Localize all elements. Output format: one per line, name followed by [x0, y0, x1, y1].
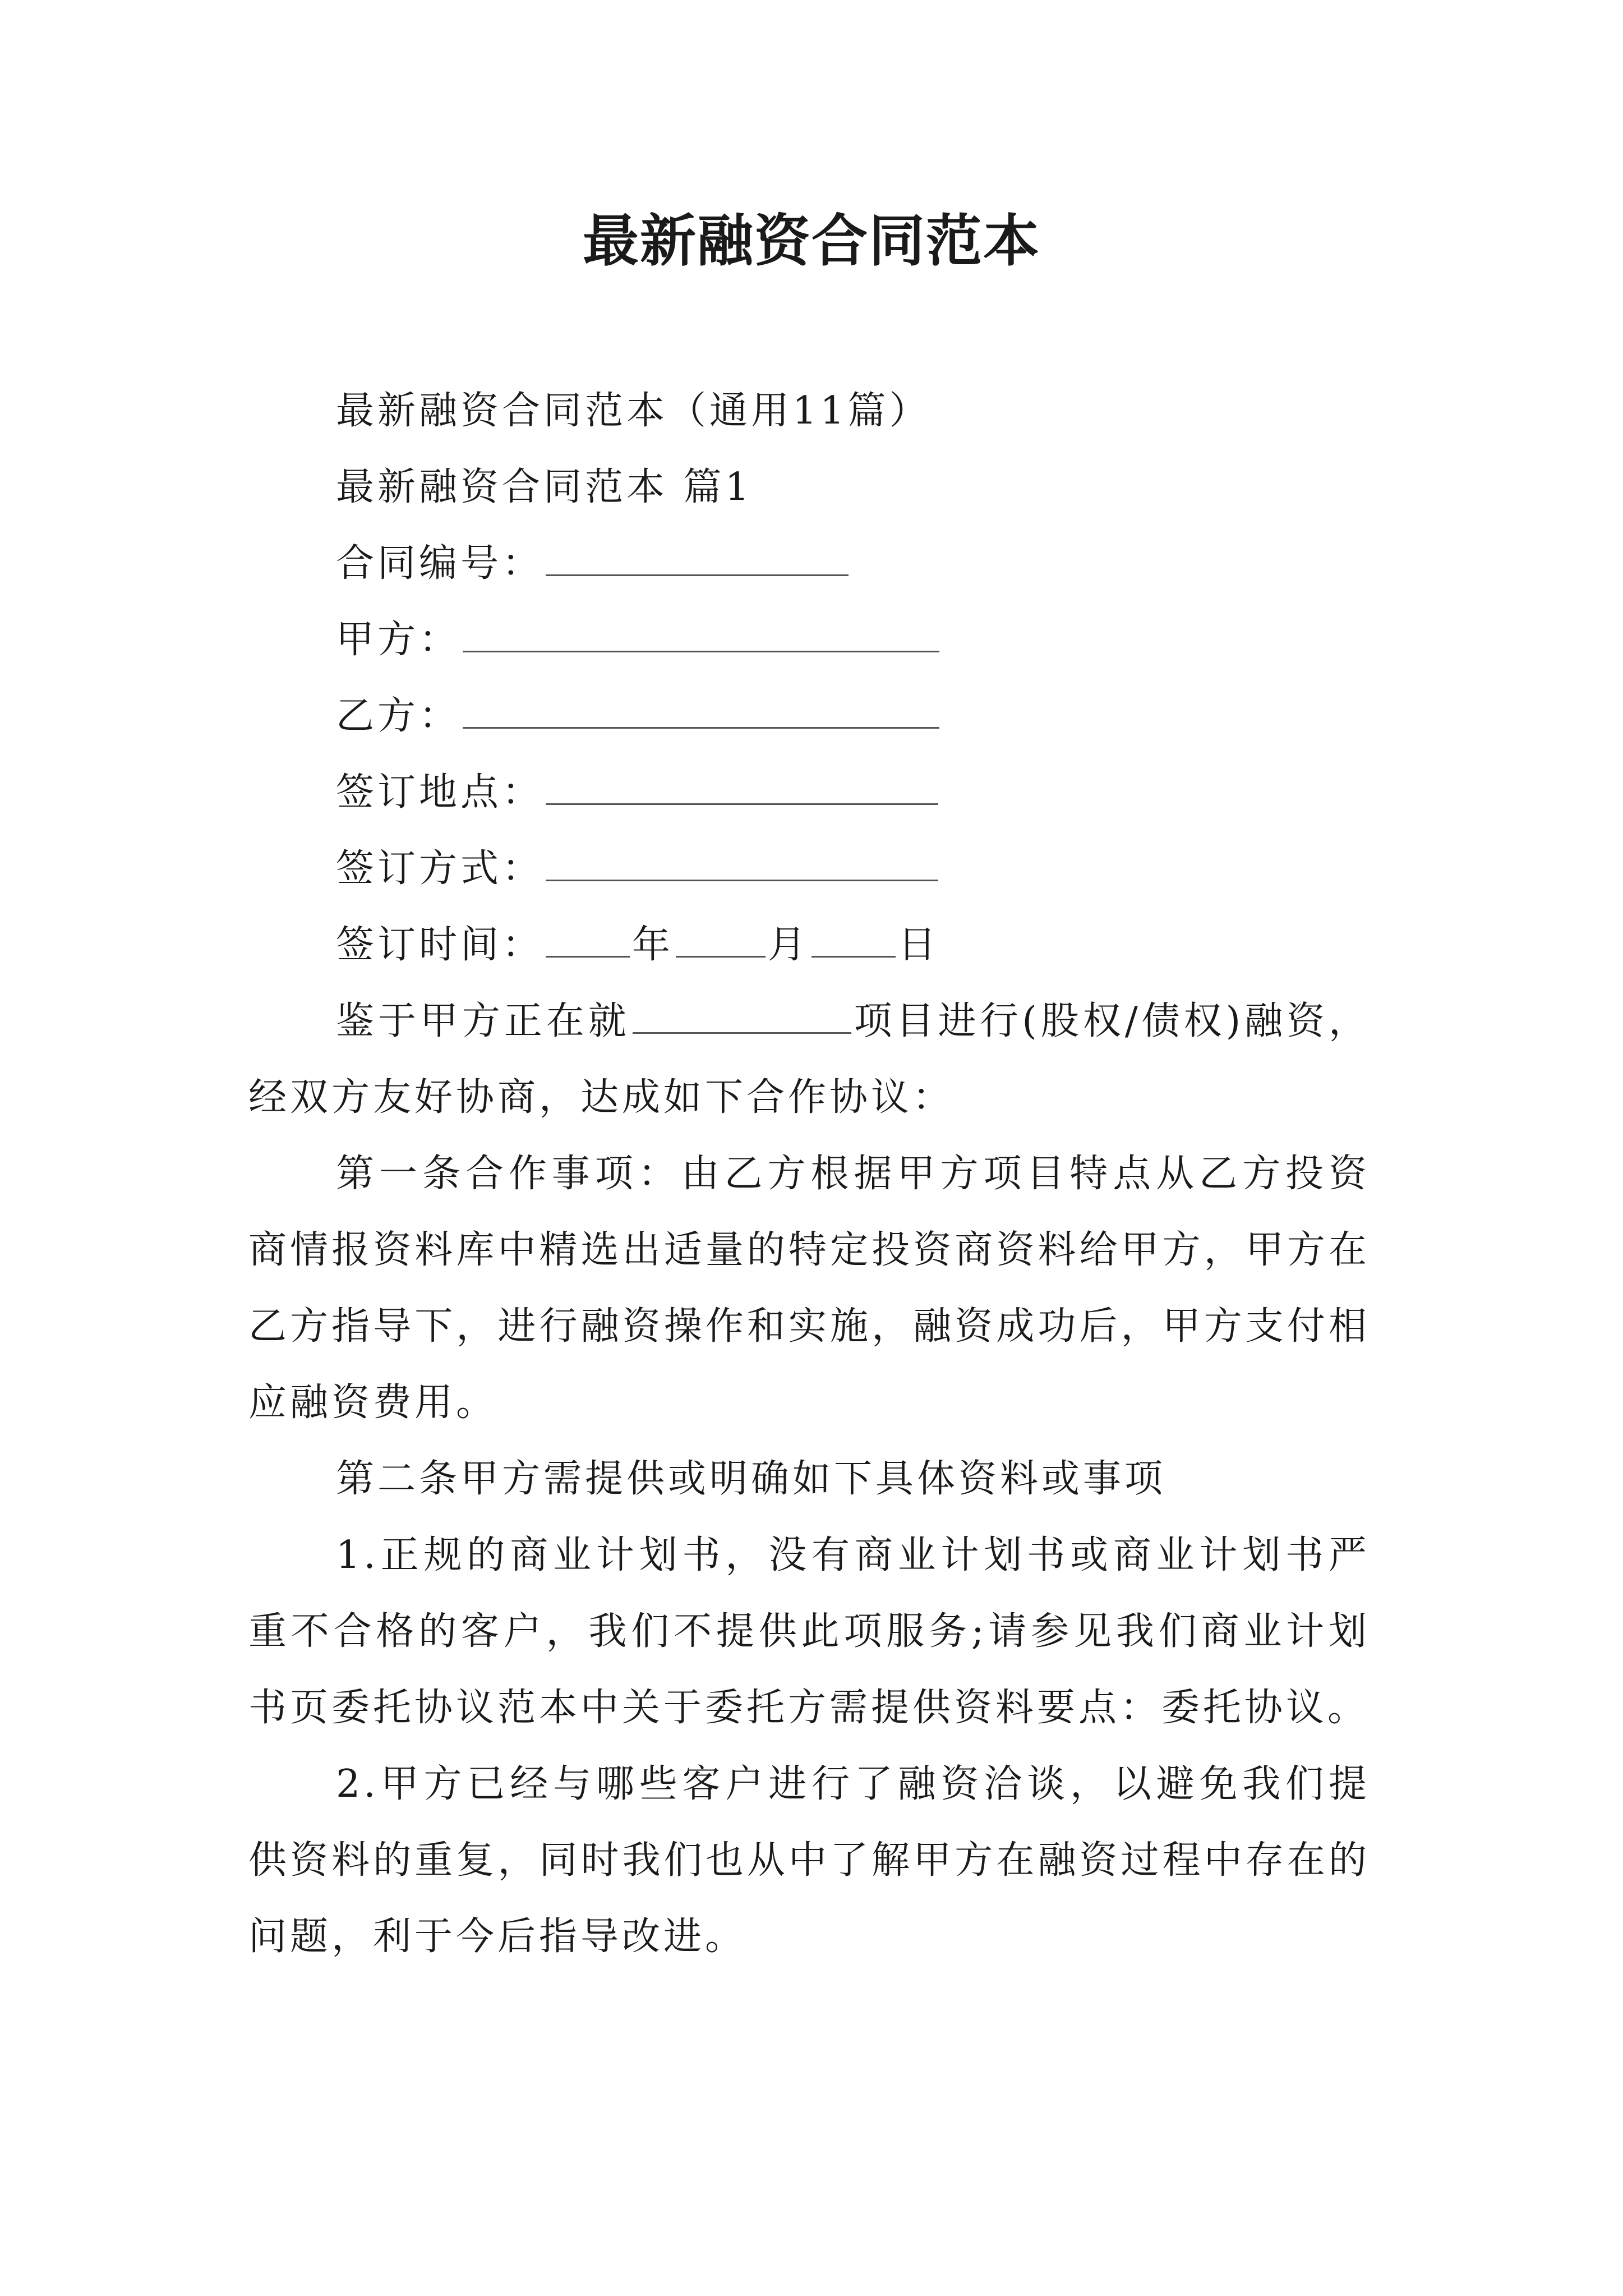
contract-number-row: [248, 526, 1370, 602]
sign-place-blank[interactable]: [546, 770, 938, 805]
intro-paragraph: [248, 983, 1370, 1136]
contract-number-blank[interactable]: [546, 541, 849, 576]
sign-time-row: [248, 907, 1370, 983]
section-heading: 最新融资合同范本 篇1: [336, 465, 753, 509]
document-subtitle: 最新融资合同范本（通用11篇）: [336, 389, 931, 433]
intro-part1: 鉴于甲方正在就: [336, 999, 630, 1043]
project-name-blank[interactable]: [633, 999, 851, 1034]
party-b-row: [248, 678, 1370, 754]
sign-method-blank[interactable]: [546, 846, 938, 881]
sign-time-label: 签订时间：: [336, 923, 544, 967]
clause-1: 第一条合作事项：由乙方根据甲方项目特点从乙方投资商情报资料库中精选出适量的特定投资商资料给甲方，甲方在乙方指导下，进行融资操作和实施，融资成功后，甲方支付相应融资费用。: [248, 1152, 1370, 1425]
year-label: 年: [632, 923, 674, 967]
party-a-label: 甲方：: [336, 618, 461, 662]
clause-2-item-1: 1.正规的商业计划书，没有商业计划书或商业计划书严重不合格的客户，我们不提供此项服务;请参见我们商业计划书页委托协议范本中关于委托方需提供资料要点：委托协议。: [248, 1533, 1370, 1730]
year-blank[interactable]: [546, 922, 630, 958]
month-blank[interactable]: [676, 922, 766, 958]
intro-part2: 项目进行(股权/债权)融资，经双方友好协商，达成如下合作协议：: [248, 999, 1370, 1120]
party-a-blank[interactable]: [463, 617, 939, 652]
party-b-blank[interactable]: [463, 693, 939, 729]
month-label: 月: [768, 923, 810, 967]
sign-method-row: [248, 831, 1370, 907]
sign-method-label: 签订方式：: [336, 846, 544, 891]
party-b-label: 乙方：: [336, 694, 461, 738]
sign-place-row: [248, 754, 1370, 831]
party-a-row: [248, 602, 1370, 678]
document-body: [248, 373, 1370, 1975]
day-label: 日: [898, 923, 940, 967]
clause-2-item-2: 2.甲方已经与哪些客户进行了融资洽谈，以避免我们提供资料的重复，同时我们也从中了解甲方在融资过程中存在的问题，利于今后指导改进。: [248, 1762, 1370, 1959]
contract-number-label: 合同编号：: [336, 541, 544, 586]
sign-place-label: 签订地点：: [336, 770, 544, 815]
clause-2: 第二条甲方需提供或明确如下具体资料或事项: [336, 1457, 1166, 1501]
day-blank[interactable]: [811, 922, 896, 958]
document-title: 最新融资合同范本: [583, 208, 1040, 274]
